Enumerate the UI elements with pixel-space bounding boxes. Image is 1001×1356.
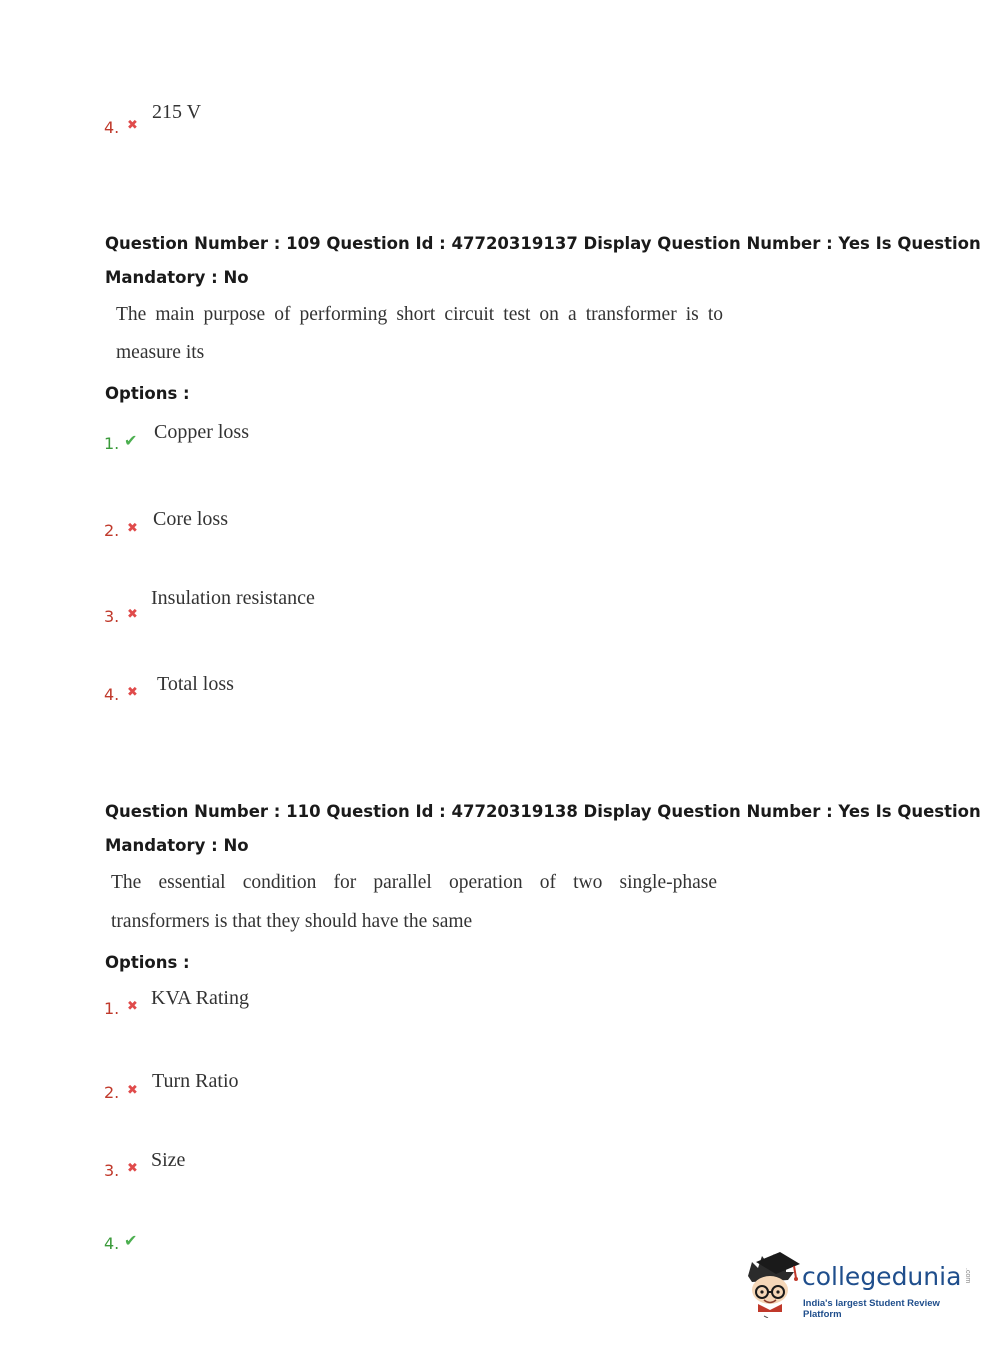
question-text-line: The main purpose of performing short circuit test on a transformer is to [116, 304, 723, 325]
mascot-icon [742, 1248, 802, 1318]
options-label: Options : [105, 384, 190, 403]
option-text: Core loss [153, 508, 228, 530]
logo-tagline: India's largest Student Review Platform [803, 1298, 940, 1320]
check-icon: ✔ [124, 431, 138, 450]
cross-icon: ✖ [127, 685, 138, 700]
question-text-line: The essential condition for parallel operation of two single-phase [111, 872, 717, 893]
cross-icon: ✖ [127, 1161, 138, 1176]
option-text: Insulation resistance [151, 587, 315, 609]
option-text: Copper loss [154, 421, 249, 443]
question-text-line: measure its [116, 342, 205, 363]
option-number: 4. [104, 685, 120, 704]
cross-icon: ✖ [127, 999, 138, 1014]
options-label: Options : [105, 953, 190, 972]
option-number: 1. [104, 434, 120, 453]
question-header-mandatory: Mandatory : No [105, 268, 249, 287]
option-text: Total loss [157, 673, 234, 695]
option-number: 3. [104, 607, 120, 626]
check-icon: ✔ [124, 1231, 138, 1250]
cross-icon: ✖ [127, 521, 138, 536]
option-text: Turn Ratio [152, 1070, 239, 1092]
logo-domain: .com [964, 1268, 971, 1284]
cross-icon: ✖ [127, 118, 138, 133]
question-header: Question Number : 109 Question Id : 47720319137 Display Question Number : Yes Is Question [105, 234, 981, 253]
option-text: 215 V [152, 101, 202, 123]
question-header-mandatory: Mandatory : No [105, 836, 249, 855]
question-header: Question Number : 110 Question Id : 47720319138 Display Question Number : Yes Is Question [105, 802, 981, 821]
option-number: 1. [104, 999, 120, 1018]
question-text-line: transformers is that they should have the same [111, 911, 473, 932]
option-number: 2. [104, 1083, 120, 1102]
option-text: Size [151, 1149, 186, 1171]
cross-icon: ✖ [127, 1083, 138, 1098]
collegedunia-logo [742, 1248, 972, 1320]
cross-icon: ✖ [127, 607, 138, 622]
option-number: 2. [104, 521, 120, 540]
logo-name: collegedunia [802, 1262, 962, 1291]
option-number: 4. [104, 1234, 120, 1253]
option-number: 3. [104, 1161, 120, 1180]
option-text: KVA Rating [151, 987, 249, 1009]
option-number: 4. [104, 118, 120, 137]
